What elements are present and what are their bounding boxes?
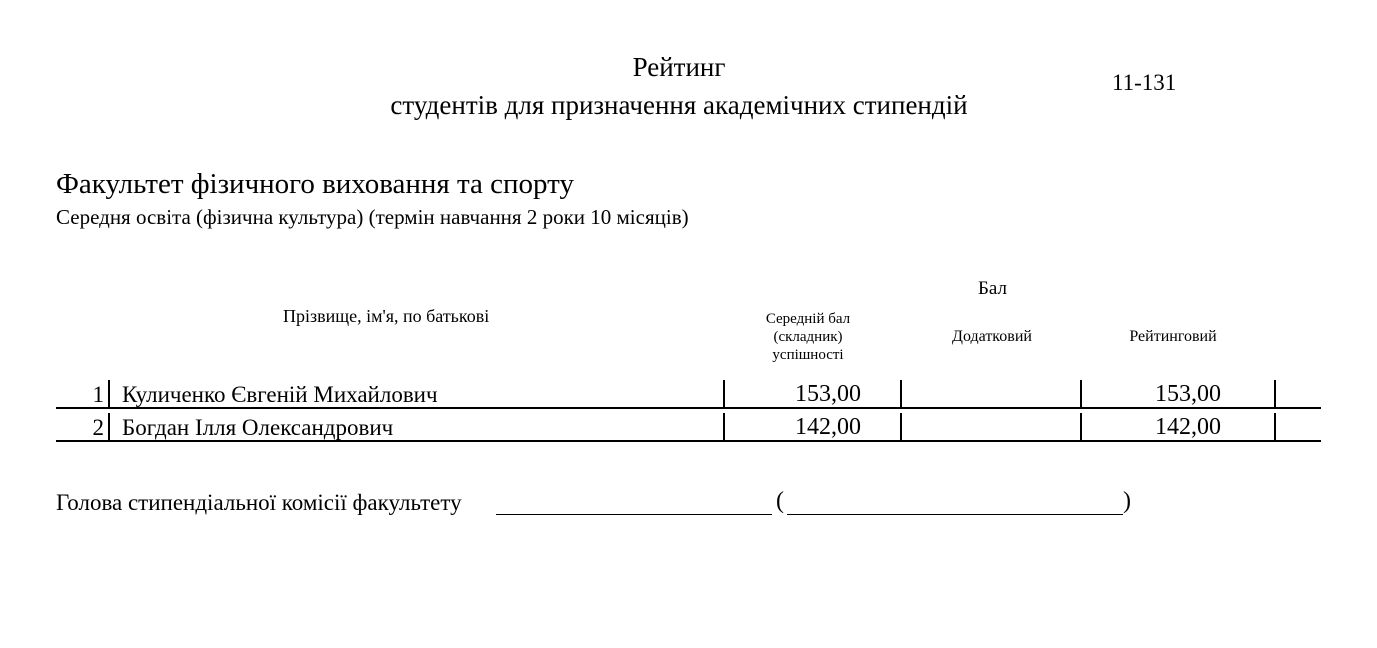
open-parenthesis: ( (776, 488, 784, 514)
signature-line (496, 514, 772, 515)
table-row (0, 413, 1377, 446)
column-divider (1080, 380, 1082, 407)
rating-score-header: Рейтинговий (1129, 328, 1217, 345)
group-code: 11-131 (1112, 70, 1177, 95)
column-divider (900, 380, 902, 407)
average-score-header: Середній бал (складник) успішності (765, 311, 851, 363)
student-name: Богдан Ілля Олександрович (122, 415, 394, 440)
row-bottom-border (56, 407, 1321, 409)
row-bottom-border (56, 440, 1321, 442)
average-score: 153,00 (795, 381, 861, 407)
close-parenthesis: ) (1123, 488, 1131, 514)
commission-head-label: Голова стипендіальної комісії факультету (56, 490, 462, 515)
column-divider (723, 413, 725, 440)
faculty-name: Факультет фізичного виховання та спорту (56, 168, 574, 200)
average-score: 142,00 (795, 414, 861, 440)
name-column-header: Прізвище, ім'я, по батькові (283, 306, 490, 326)
column-divider (108, 413, 110, 440)
name-line (787, 514, 1123, 515)
column-divider (723, 380, 725, 407)
program-description: Середня освіта (фізична культура) (термін навчання 2 роки 10 місяців) (56, 205, 689, 229)
student-name: Куличенко Євгеній Михайлович (122, 382, 438, 407)
row-number: 1 (92, 382, 104, 407)
column-divider (108, 380, 110, 407)
column-divider (1274, 413, 1276, 440)
column-divider (1080, 413, 1082, 440)
score-group-header: Бал (978, 278, 1007, 299)
rating-score: 142,00 (1155, 414, 1221, 440)
rating-score: 153,00 (1155, 381, 1221, 407)
document-title: Рейтинг (632, 52, 726, 82)
document-subtitle: студентів для призначення академічних стипендій (390, 90, 968, 120)
table-row (0, 380, 1377, 413)
column-divider (900, 413, 902, 440)
column-divider (1274, 380, 1276, 407)
row-number: 2 (92, 415, 104, 440)
additional-score-header: Додатковий (952, 328, 1032, 345)
